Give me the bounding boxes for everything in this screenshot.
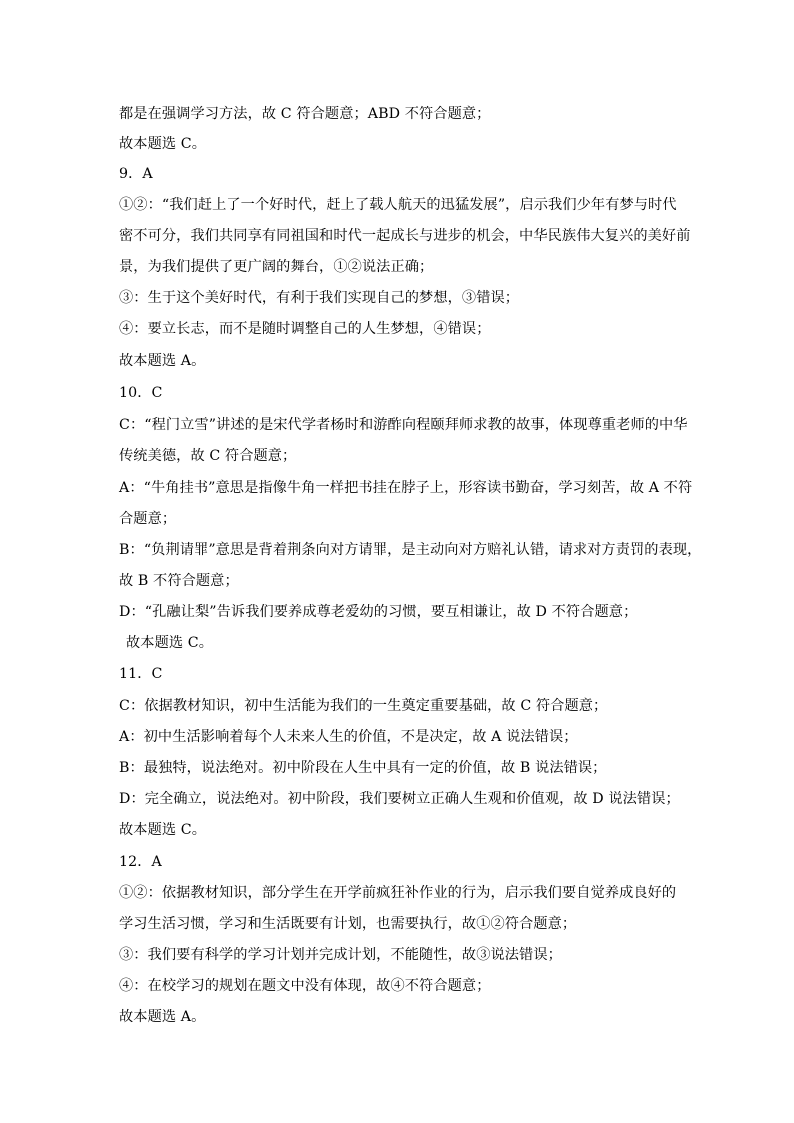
text-line: 传统美德，故 C 符合题意； [119, 448, 297, 464]
text-line: B：“负荆请罪”意思是背着荆条向对方请罪，是主动向对方赔礼认错，请求对方责罚的表现， [119, 542, 702, 558]
text-line: ③：生于这个美好时代，有利于我们实现自己的梦想，③错误； [119, 290, 520, 306]
text-line: B：最独特，说法绝对。初中阶段在人生中具有一定的价值，故 B 说法错误； [119, 760, 607, 776]
text-line: 都是在强调学习方法，故 C 符合题意；ABD 不符合题意； [119, 106, 491, 122]
text-line: A：初中生活影响着每个人未来人生的价值，不是决定，故 A 说法错误； [119, 729, 578, 745]
text-line: ①②：“我们赶上了一个好时代，赶上了载人航天的迅猛发展”，启示我们少年有梦与时代 [119, 197, 677, 213]
text-line: D：“孔融让梨”告诉我们要养成尊老爱幼的习惯，要互相谦让，故 D 不符合题意； [119, 604, 638, 620]
text-line: 故本题选 C。 [119, 822, 207, 838]
text-line: ④：在校学习的规划在题文中没有体现，故④不符合题意； [119, 978, 491, 994]
text-line: A：“牛角挂书”意思是指像牛角一样把书挂在脖子上，形容读书勤奋，学习刻苦，故 A 不符 [119, 480, 693, 496]
text-line: ④：要立长志，而不是随时调整自己的人生梦想，④错误； [119, 321, 491, 337]
text-line: D：完全确立，说法绝对。初中阶段，我们要树立正确人生观和价值观，故 D 说法错误； [119, 791, 680, 807]
text-line: ①②：依据教材知识，部分学生在开学前疯狂补作业的行为，启示我们要自觉养成良好的 [119, 885, 677, 901]
question-number: 9．A [119, 166, 153, 182]
text-line: 故本题选 A。 [119, 1009, 206, 1025]
text-line: 学习生活习惯，学习和生活既要有计划，也需要执行，故①②符合题意； [119, 916, 577, 932]
question-number: 10．C [119, 385, 163, 401]
text-line: ③：我们要有科学的学习计划并完成计划，不能随性，故③说法错误； [119, 947, 562, 963]
question-number: 12．A [119, 854, 162, 870]
text-line: 合题意； [119, 511, 177, 527]
text-line: 景，为我们提供了更广阔的舞台，①②说法正确； [119, 259, 434, 275]
text-line: C：“程门立雪”讲述的是宋代学者杨时和游酢向程颐拜师求教的故事，体现尊重老师的中华 [119, 417, 688, 433]
question-number: 11．C [119, 666, 163, 682]
text-line: C：依据教材知识，初中生活能为我们的一生奠定重要基础，故 C 符合题意； [119, 698, 608, 714]
text-line: 故本题选 C。 [126, 635, 214, 651]
text-line: 故 B 不符合题意； [119, 573, 239, 589]
text-line: 故本题选 A。 [119, 353, 206, 369]
text-line: 密不可分，我们共同享有同祖国和时代一起成长与进步的机会，中华民族伟大复兴的美好前 [119, 228, 691, 244]
text-line: 故本题选 C。 [119, 136, 207, 152]
